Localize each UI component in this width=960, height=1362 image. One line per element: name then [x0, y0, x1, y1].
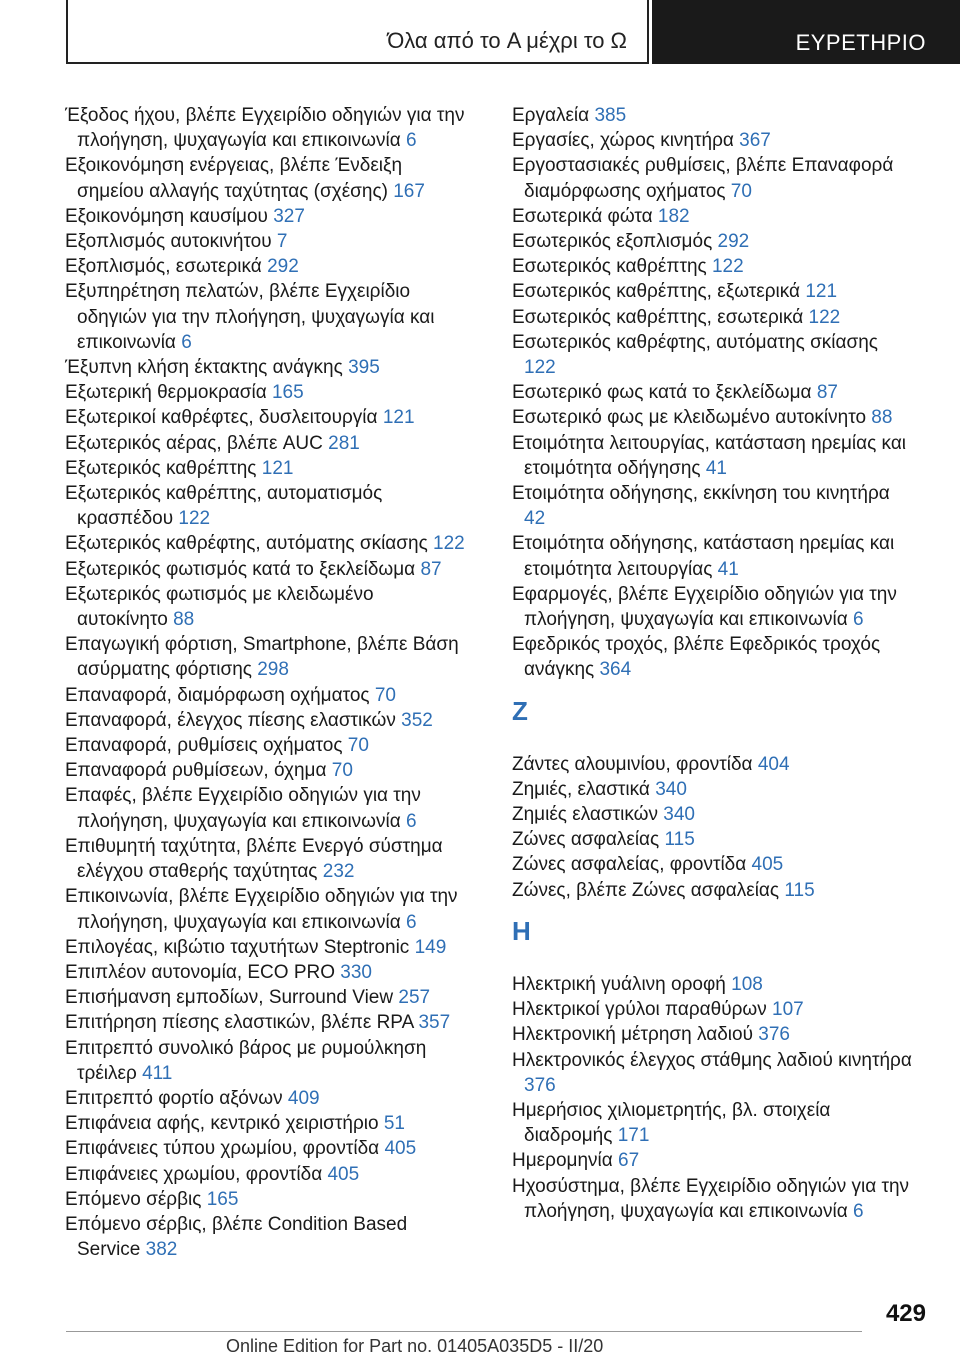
index-entry-page-link[interactable]: 327 [273, 205, 305, 227]
index-entry-term: Ηλεκτρική γυάλινη οροφή [512, 973, 726, 995]
index-entry-term: Ημερομηνία [512, 1150, 613, 1172]
index-entry [65, 708, 465, 733]
index-column-left [65, 103, 465, 1262]
index-entry-term: Εξοικονόμηση καυσίμου [65, 205, 268, 227]
index-entry-page-link[interactable]: 165 [206, 1188, 239, 1210]
index-entry-page-link[interactable]: 167 [393, 180, 425, 202]
index-entry [512, 153, 912, 203]
index-entry-term: Εξωτερικός φωτισμός κατά το ξεκλείδωμα [65, 558, 416, 580]
index-section-eta [512, 972, 912, 1224]
index-entry-page-link[interactable]: 122 [178, 508, 211, 530]
index-entry [512, 1022, 912, 1047]
index-entry [65, 204, 465, 229]
index-entry-term: Εσωτερικά φώτα [512, 205, 653, 227]
index-entry [65, 557, 465, 582]
index-entry-term: Επισήμανση εμποδίων, Surround View [65, 987, 394, 1009]
index-entry-term: Επιφάνεια αφής, κεντρικό χειριστήριο [65, 1113, 379, 1135]
index-entry-term: Εξωτερικός αέρας, βλέπε AUC [65, 432, 323, 454]
index-entry-term: Εφαρμογές, βλέπε Εγχειρίδιο οδηγιών για την πλοήγηση, ψυχαγωγία και επικοινωνία [512, 583, 897, 631]
index-entry [512, 997, 912, 1022]
index-entry-page-link[interactable]: 6 [406, 130, 417, 152]
index-entry-term: Εξωτερικοί καθρέφτες, δυσλειτουργία [65, 407, 378, 429]
index-entry [65, 380, 465, 405]
index-entry-page-link[interactable]: 121 [805, 281, 838, 303]
index-entry-term: Επιθυμητή ταχύτητα, βλέπε Ενεργό σύστημα ελέγχου σταθερής ταχύτητας [65, 835, 443, 883]
index-entry [65, 355, 465, 380]
index-entry-term: Εξωτερικός καθρέπτης [65, 457, 257, 479]
index-entry [512, 1148, 912, 1173]
index-entry [512, 827, 912, 852]
index-entry-page-link[interactable]: 149 [414, 936, 447, 958]
index-entry [512, 531, 912, 581]
index-entry [65, 1086, 465, 1111]
index-entry-page-link[interactable]: 87 [420, 558, 442, 580]
index-entry-page-link[interactable]: 115 [784, 879, 815, 901]
page-number: 429 [885, 1300, 926, 1327]
index-entry-page-link[interactable]: 88 [871, 407, 893, 429]
footer-edition-text: Online Edition for Part no. 01405A035D5 - II/20 [226, 1336, 604, 1356]
index-entry [65, 758, 465, 783]
index-entry [65, 960, 465, 985]
index-entry-term: Ζώνες ασφαλείας, φροντίδα [512, 854, 747, 876]
index-entry-term: Επόμενο σέρβις [65, 1188, 202, 1210]
index-entry-page-link[interactable]: 121 [382, 407, 415, 429]
index-entry [65, 1111, 465, 1136]
index-section-epsilon-continued [512, 103, 912, 683]
index-entry [512, 128, 912, 153]
index-entry-term: Εσωτερικός καθρέπτης [512, 256, 707, 278]
index-entry-term: Ετοιμότητα οδήγησης, εκκίνηση του κινητήρα [512, 483, 890, 505]
index-entry-term: Επιπλέον αυτονομία, ECO PRO [65, 961, 336, 983]
index-entry [65, 1010, 465, 1035]
index-column-right [512, 103, 912, 1224]
index-entry-term: Εξωτερικός καθρέπτης, αυτοματισμός κρασπέδου [65, 483, 383, 530]
index-entry-term: Εξοπλισμός, εσωτερικά [65, 256, 262, 278]
index-entry [65, 405, 465, 430]
index-entry-page-link[interactable]: 257 [398, 987, 431, 1009]
index-entry-page-link[interactable]: 41 [705, 457, 727, 479]
index-entry-term: Εσωτερικός καθρέπτης, εσωτερικά [512, 306, 804, 328]
index-entry-term: Ζημιές, ελαστικά [512, 778, 650, 800]
index-entry [512, 752, 912, 777]
index-entry-page-link[interactable]: 182 [657, 205, 690, 227]
index-entry-page-link[interactable]: 411 [142, 1062, 173, 1084]
index-entry-term: Επιφάνειες χρωμίου, φροντίδα [65, 1163, 323, 1185]
index-entry-term: Εξοπλισμός αυτοκινήτου [65, 231, 272, 253]
index-letter-zeta: Z [512, 695, 528, 726]
index-entry-page-link[interactable]: 281 [328, 432, 360, 454]
index-entry [65, 985, 465, 1010]
index-entry-term: Ηλεκτρικοί γρύλοι παραθύρων [512, 999, 767, 1021]
index-entry [512, 380, 912, 405]
index-entry-term: Εργαλεία [512, 105, 590, 126]
index-entry [65, 531, 465, 556]
index-entry-page-link[interactable]: 70 [347, 735, 369, 757]
index-entry-term: Εργοστασιακές ρυθμίσεις, βλέπε Επαναφορά διαμόρφωσης οχήματος [512, 155, 894, 202]
index-entry-term: Επιφάνειες τύπου χρωμίου, φροντίδα [65, 1138, 380, 1160]
index-entry-term: Εξωτερικός φωτισμός με κλειδωμένο αυτοκίνητο [65, 583, 374, 631]
index-entry [65, 884, 465, 934]
index-entry-term: Εξυπηρέτηση πελατών, βλέπε Εγχειρίδιο οδηγιών για την πλοήγηση, ψυχαγωγία και επικοινωνία [65, 281, 435, 353]
index-entry-term: Επαναφορά, διαμόρφωση οχήματος [65, 684, 370, 706]
header-chapter-title: ΕΥΡΕΤΗΡΙΟ [795, 30, 926, 55]
footer-divider [66, 1331, 862, 1332]
index-entry [65, 1162, 465, 1187]
index-entry-term: Επιτήρηση πίεσης ελαστικών, βλέπε RPA [65, 1012, 414, 1034]
index-entry [65, 834, 465, 884]
index-entry [512, 431, 912, 481]
index-section-zeta [512, 752, 912, 903]
index-entry-page-link[interactable]: 42 [524, 508, 546, 530]
index-entry-page-link[interactable]: 292 [267, 256, 299, 278]
index-entry-term: Εφεδρικός τροχός, βλέπε Εφεδρικός τροχός ανάγκης [512, 634, 881, 681]
index-entry [65, 1036, 465, 1086]
index-entry-page-link[interactable]: 6 [406, 810, 417, 832]
index-entry-term: Ζώνες, βλέπε Ζώνες ασφαλείας [512, 879, 780, 901]
index-entry [512, 802, 912, 827]
index-entry [65, 733, 465, 758]
index-entry-term: Εξωτερικός καθρέφτης, αυτόματης σκίασης [65, 533, 428, 555]
index-entry [65, 1187, 465, 1212]
index-entry-page-link[interactable]: 6 [853, 609, 864, 631]
index-entry [512, 279, 912, 304]
index-entry-term: Εσωτερικός εξοπλισμός [512, 231, 713, 253]
index-entry-term: Ζάντες αλουμινίου, φροντίδα [512, 753, 753, 775]
index-entry-page-link[interactable]: 122 [711, 256, 744, 278]
index-entry [512, 582, 912, 632]
index-entry-page-link[interactable]: 340 [663, 804, 695, 826]
index-entry-page-link[interactable]: 364 [599, 659, 632, 681]
index-entry-page-link[interactable]: 121 [261, 457, 294, 479]
index-entry [65, 683, 465, 708]
index-entry-term: Επιλογέας, κιβώτιο ταχυτήτων Steptronic [65, 936, 410, 958]
index-entry-page-link[interactable]: 382 [145, 1239, 178, 1261]
index-entry [512, 972, 912, 997]
index-entry [512, 405, 912, 430]
index-letter-eta: H [512, 915, 531, 946]
index-entry [512, 229, 912, 254]
index-entry-page-link[interactable]: 395 [348, 357, 380, 379]
index-entry-term: Επαφές, βλέπε Εγχειρίδιο οδηγιών για την πλοήγηση, ψυχαγωγία και επικοινωνία [65, 785, 421, 832]
index-entry [65, 783, 465, 833]
index-entry-term: Επόμενο σέρβις, βλέπε Condition Based Service [65, 1213, 408, 1261]
index-entry-page-link[interactable]: 41 [717, 558, 739, 580]
index-entry-term: Ετοιμότητα οδήγησης, κατάσταση ηρεμίας και ετοιμότητα λειτουργίας [512, 533, 895, 580]
index-entry-term: Επαγωγική φόρτιση, Smartphone, βλέπε Βάση ασύρματης φόρτισης [65, 634, 459, 681]
index-entry [512, 481, 912, 531]
index-entry-page-link[interactable]: 405 [751, 854, 784, 876]
index-entry-page-link[interactable]: 6 [406, 911, 417, 933]
index-entry-page-link[interactable]: 88 [173, 609, 195, 631]
index-entry [65, 153, 465, 203]
index-entry-page-link[interactable]: 122 [524, 357, 556, 379]
index-entry-page-link[interactable]: 115 [664, 829, 695, 851]
index-entry-term: Ηλεκτρονικός έλεγχος στάθμης λαδιού κινητήρα [512, 1049, 912, 1071]
header-section-tab [66, 0, 649, 64]
index-entry [65, 481, 465, 531]
index-entry-page-link[interactable]: 122 [433, 533, 465, 555]
index-entry-term: Επικοινωνία, βλέπε Εγχειρίδιο οδηγιών για την πλοήγηση, ψυχαγωγία και επικοινωνία [65, 886, 458, 933]
index-entry [512, 1048, 912, 1098]
index-entry-page-link[interactable]: 298 [257, 659, 289, 681]
index-entry-page-link[interactable]: 108 [731, 973, 763, 995]
index-entry-page-link[interactable]: 122 [808, 306, 841, 328]
index-entry-page-link[interactable]: 7 [276, 231, 288, 253]
index-entry-term: Έξυπνη κλήση έκτακτης ανάγκης [65, 357, 343, 379]
index-entry-term: Ζημιές ελαστικών [512, 804, 658, 826]
index-entry-page-link[interactable]: 340 [655, 778, 687, 800]
index-entry [65, 431, 465, 456]
index-entry-page-link[interactable]: 70 [331, 760, 353, 782]
index-entry [512, 852, 912, 877]
index-entry [512, 777, 912, 802]
index-entry-page-link[interactable]: 357 [418, 1012, 451, 1034]
index-entry-term: Ετοιμότητα λειτουργίας, κατάσταση ηρεμίας και ετοιμότητα οδήγησης [512, 432, 907, 479]
index-entry-page-link[interactable]: 404 [757, 753, 790, 775]
index-entry-term: Εσωτερικό φως με κλειδωμένο αυτοκίνητο [512, 407, 867, 429]
index-entry-page-link[interactable]: 87 [816, 382, 838, 404]
index-entry-term: Εσωτερικός καθρέπτης, εξωτερικά [512, 281, 801, 303]
index-entry-page-link[interactable]: 67 [618, 1150, 640, 1172]
index-entry [512, 878, 912, 903]
index-entry [512, 1174, 912, 1224]
index-entry [65, 254, 465, 279]
index-entry-term: Ηλεκτρονική μέτρηση λαδιού [512, 1024, 753, 1046]
header-chapter-tab [652, 0, 960, 64]
header-section-title: Όλα από το A μέχρι το Ω [387, 28, 627, 53]
index-entry-page-link[interactable]: 405 [384, 1138, 417, 1160]
index-entry-term: Εσωτερικό φως κατά το ξεκλείδωμα [512, 382, 812, 404]
index-entry [65, 279, 465, 355]
index-entry [512, 1098, 912, 1148]
index-entry-page-link[interactable]: 376 [524, 1074, 556, 1096]
index-entry [512, 254, 912, 279]
index-entry-page-link[interactable]: 385 [594, 105, 627, 126]
index-entry [512, 330, 912, 380]
index-entry-term: Επιτρεπτό συνολικό βάρος με ρυμούλκηση τρέιλερ [65, 1037, 427, 1084]
index-entry [65, 935, 465, 960]
index-entry [65, 632, 465, 682]
index-entry [65, 582, 465, 632]
index-entry-term: Ημερήσιος χιλιομετρητής, βλ. στοιχεία διαδρομής [512, 1099, 831, 1147]
index-entry [65, 1136, 465, 1161]
index-entry-term: Ζώνες ασφαλείας [512, 829, 660, 851]
index-entry [65, 1212, 465, 1262]
index-entry-term: Έξοδος ήχου, βλέπε Εγχειρίδιο οδηγιών για την πλοήγηση, ψυχαγωγία και επικοινωνία [65, 105, 465, 152]
index-entry-term: Εσωτερικός καθρέφτης, αυτόματης σκίασης [512, 331, 878, 353]
index-entry [512, 305, 912, 330]
index-entry [512, 204, 912, 229]
index-entry-page-link[interactable]: 232 [322, 861, 355, 883]
index-entry-page-link[interactable]: 330 [340, 961, 372, 983]
index-entry-page-link[interactable]: 352 [401, 709, 433, 731]
index-entry-term: Επιτρεπτό φορτίο αξόνων [65, 1087, 283, 1109]
index-entry [65, 456, 465, 481]
index-entry-page-link[interactable]: 70 [374, 684, 396, 706]
index-entry-term: Επαναφορά, ρυθμίσεις οχήματος [65, 735, 343, 757]
index-entry-page-link[interactable]: 165 [271, 382, 304, 404]
index-entry [512, 103, 912, 128]
index-entry [512, 632, 912, 682]
index-entry-page-link[interactable]: 292 [717, 231, 750, 253]
index-entry-page-link[interactable]: 405 [327, 1163, 360, 1185]
index-entry-page-link[interactable]: 409 [287, 1087, 320, 1109]
index-entry-term: Επαναφορά ρυθμίσεων, όχημα [65, 760, 327, 782]
index-entry-page-link[interactable]: 6 [853, 1200, 864, 1222]
index-entry [65, 103, 465, 153]
index-entry-term: Ηχοσύστημα, βλέπε Εγχειρίδιο οδηγιών για την πλοήγηση, ψυχαγωγία και επικοινωνία [512, 1175, 910, 1222]
index-entry-term: Εξοικονόμηση ενέργειας, βλέπε Ένδειξη σημείου αλλαγής ταχύτητας (σχέσης) [65, 155, 403, 202]
index-entry-page-link[interactable]: 107 [772, 999, 804, 1021]
index-entry-page-link[interactable]: 51 [383, 1113, 405, 1135]
index-entry-term: Επαναφορά, έλεγχος πίεσης ελαστικών [65, 709, 396, 731]
index-entry-page-link[interactable]: 171 [617, 1125, 650, 1147]
index-entry-term: Εξωτερική θερμοκρασία [65, 382, 267, 404]
index-entry-term: Εργασίες, χώρος κινητήρα [512, 130, 734, 152]
index-entry-page-link[interactable]: 367 [739, 130, 771, 152]
index-entry-page-link[interactable]: 70 [730, 180, 752, 202]
index-entry-page-link[interactable]: 376 [758, 1024, 790, 1046]
index-entry [65, 229, 465, 254]
index-entry-page-link[interactable]: 6 [181, 331, 192, 353]
